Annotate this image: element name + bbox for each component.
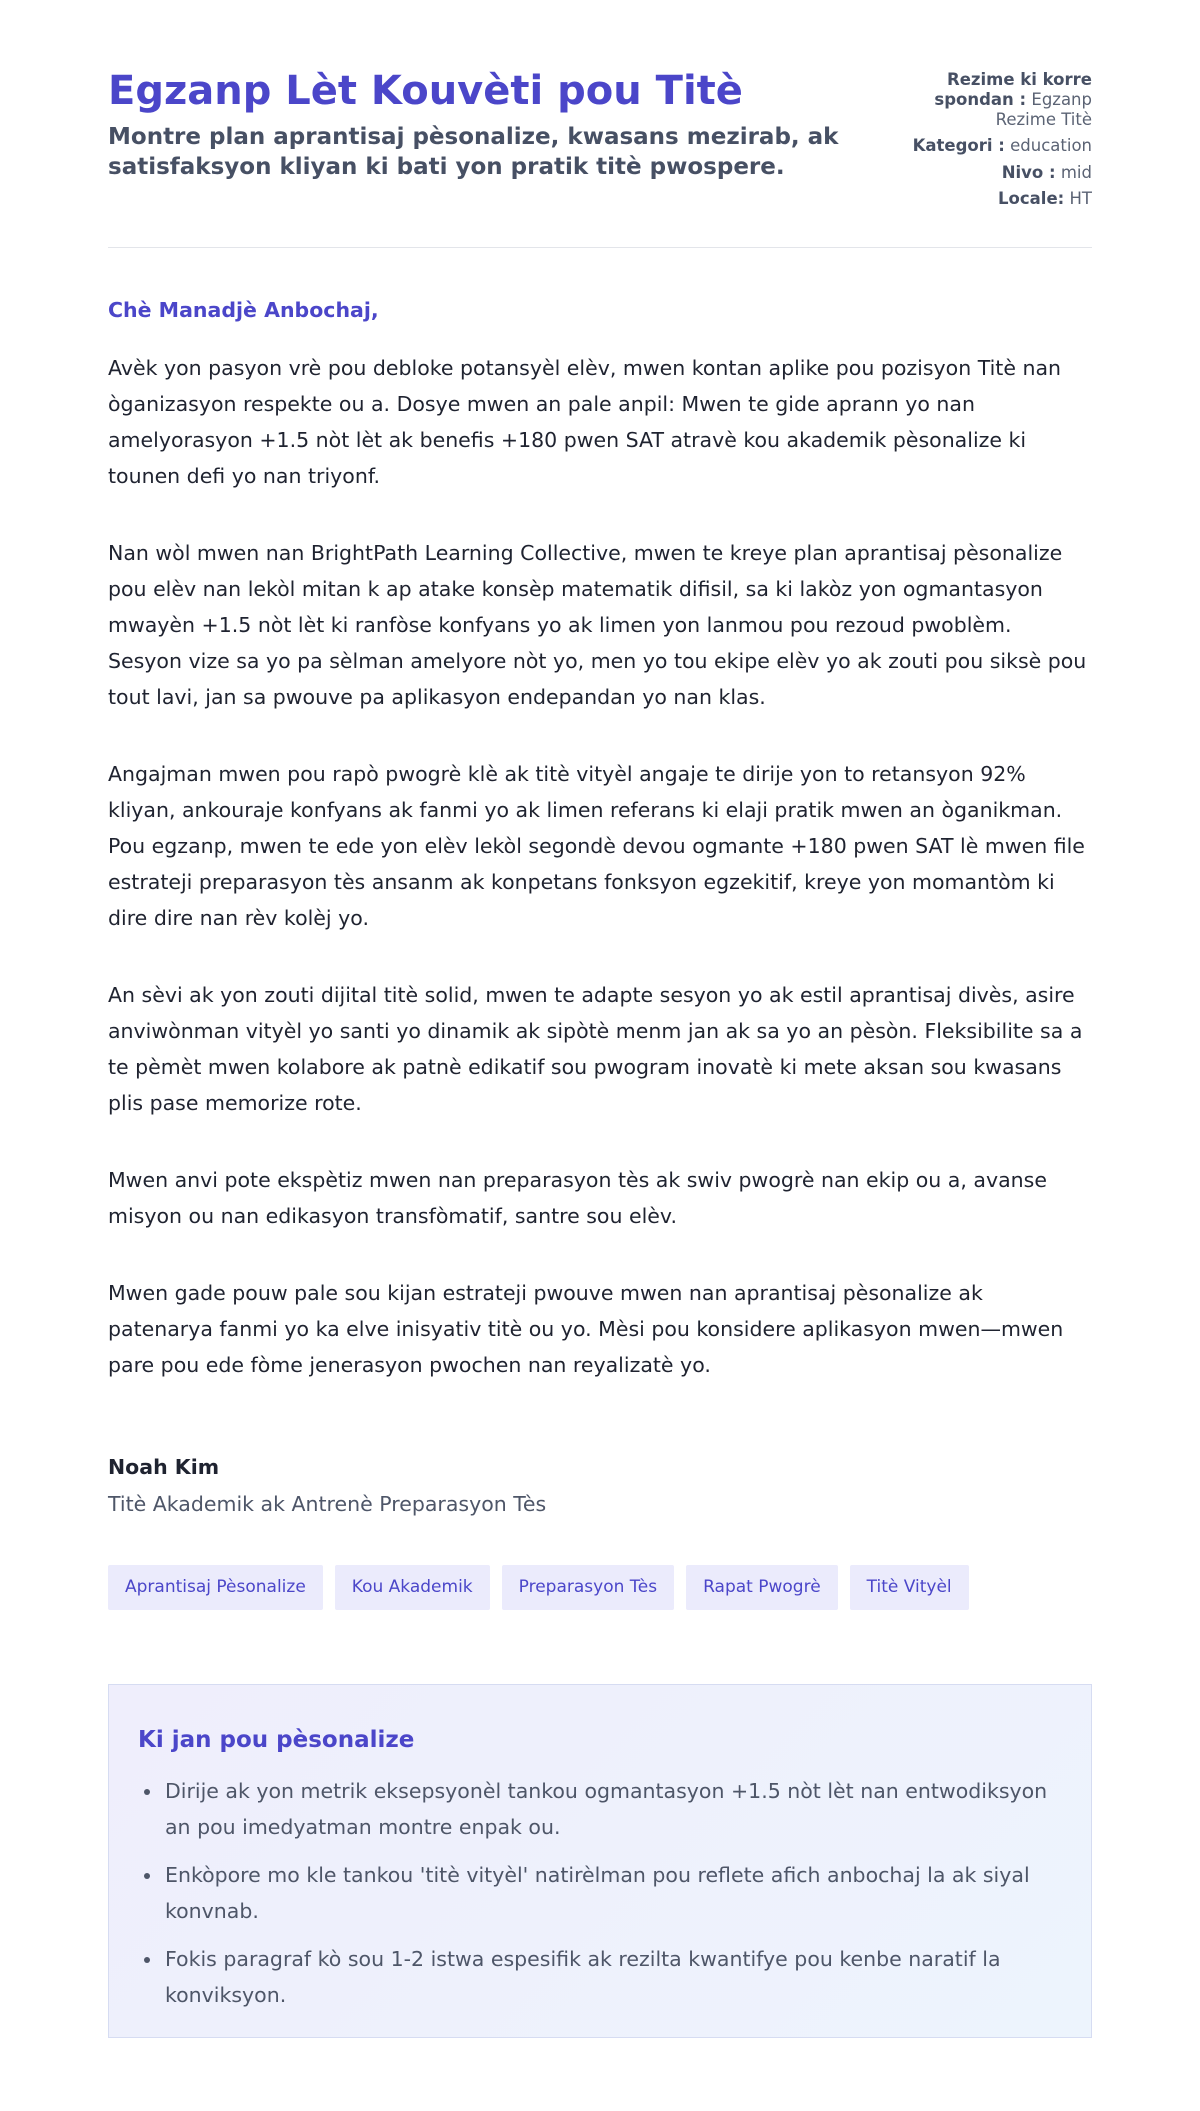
tips-list [138,1773,1062,2013]
letter-paragraph: Avèk yon pasyon vrè pou debloke potansyèl elèv, mwen kontan aplike pou pozisyon Titè nan òganizasyon respekte ou a. Dosye mwen an pale anpil: Mwen te gide aprann yo nan amelyorasyon +1.5 nòt lèt ak benefis +180 pwen SAT atravè kou akademik pèsonalize ki tounen defi yo nan triyonf. [108,355,1062,488]
meta-summary-value: Egzanp Rezime Titè [995,90,1092,130]
page-title: Egzanp Lèt Kouvèti pou Titè [108,68,743,114]
tag-chip: Preparasyon Tès [502,1565,674,1610]
meta-level-label: Nivo : [1001,162,1056,182]
meta-category-label: Kategori : [912,136,1005,156]
meta-category [877,136,1092,156]
tag-chip: Titè Vityèl [850,1565,969,1610]
tips-heading: Ki jan pou pèsonalize [138,1726,415,1753]
meta-level [877,163,1092,183]
tag-chip: Rapat Pwogrè [686,1565,838,1610]
signer-name: Noah Kim [108,1454,220,1479]
tip-item: • Enkòpore mo kle tankou 'titè vityèl' natirèlman pou reflete afich anbochaj la ak siyal konvnab. [163,1857,1062,1929]
tip-item: • Dirije ak yon metrik eksepsyonèl tankou ogmantasyon +1.5 nòt lèt nan entwodiksyon an pou imedyatman montre enpak ou. [163,1773,1062,1845]
letter-greeting: Chè Manadjè Anbochaj, [108,297,379,322]
letter-paragraph: An sèvi ak yon zouti dijital titè solid, mwen te adapte sesyon yo ak estil aprantisaj divès, asire anviwònman vityèl yo santi yo dinamik ak sipòtè menm jan ak sa yo an pèsòn. Fleksibilite sa a te pèmèt mwen kolabore ak patnè edikatif sou pwogram inovatè ki mete aksan sou kwasans plis pase memorize rote. [108,982,1083,1115]
signer-title: Titè Akademik ak Antrenè Preparasyon Tès [108,1491,547,1516]
tag-chip: Aprantisaj Pèsonalize [108,1565,323,1610]
page-subtitle: Montre plan aprantisaj pèsonalize, kwasans mezirab, ak satisfaksyon kliyan ki bati yon pratik titè pwospere. [108,124,839,181]
meta-panel [877,70,1092,215]
meta-summary [877,70,1092,130]
letter-paragraph: Angajman mwen pou rapò pwogrè klè ak titè vityèl angaje te dirije yon to retansyon 92% kliyan, ankouraje konfyans ak fanmi yo ak limen referans ki elaji pratik mwen an òganikman. Pou egzanp, mwen te ede yon elèv lekòl segondè devou ogmante +180 pwen SAT lè mwen file estrateji preparasyon tès ansanm ak konpetans fonksyon egzekitif, kreye yon momantòm ki dire dire nan rèv kolèj yo. [108,761,1085,930]
letter-paragraph: Mwen anvi pote ekspètiz mwen nan preparasyon tès ak swiv pwogrè nan ekip ou a, avanse misyon ou nan edikasyon transfòmatif, santre sou elèv. [108,1167,1047,1228]
page-header [108,0,1092,248]
letter-paragraph: Nan wòl mwen nan BrightPath Learning Collective, mwen te kreye plan aprantisaj pèsonalize pou elèv nan lekòl mitan k ap atake konsèp matematik difisil, sa ki lakòz yon ogmantasyon mwayèn +1.5 nòt lèt ki ranfòse konfyans yo ak limen yon lanmou pou rezoud pwoblèm. Sesyon vize sa yo pa sèlman amelyore nòt yo, men yo tou ekipe elèv yo ak zouti pou siksè pou tout lavi, jan sa pwouve pa aplikasyon endepandan yo nan klas. [108,540,1087,709]
letter-body [108,298,1092,1516]
meta-summary-label: Rezime ki korre spondan : [934,70,1092,110]
tag-list [108,1565,1092,1610]
meta-category-value: education [1010,136,1092,156]
header-titles [108,70,848,183]
tag-chip: Kou Akademik [335,1565,490,1610]
personalization-tips [108,1684,1092,2038]
letter-paragraph: Mwen gade pouw pale sou kijan estrateji pwouve mwen nan aprantisaj pèsonalize ak patenarya fanmi yo ka elve inisyativ titè ou yo. Mèsi pou konsidere aplikasyon mwen—mwen pare pou ede fòme jenerasyon pwochen nan reyalizatè yo. [108,1280,1064,1377]
tip-item: • Fokis paragraf kò sou 1-2 istwa espesifik ak rezilta kwantifye pou kenbe naratif la konviksyon. [163,1941,1062,2013]
meta-locale-label: Locale: [998,188,1065,208]
meta-level-value: mid [1060,162,1092,182]
meta-locale-value: HT [1069,188,1092,208]
meta-locale [877,189,1092,209]
